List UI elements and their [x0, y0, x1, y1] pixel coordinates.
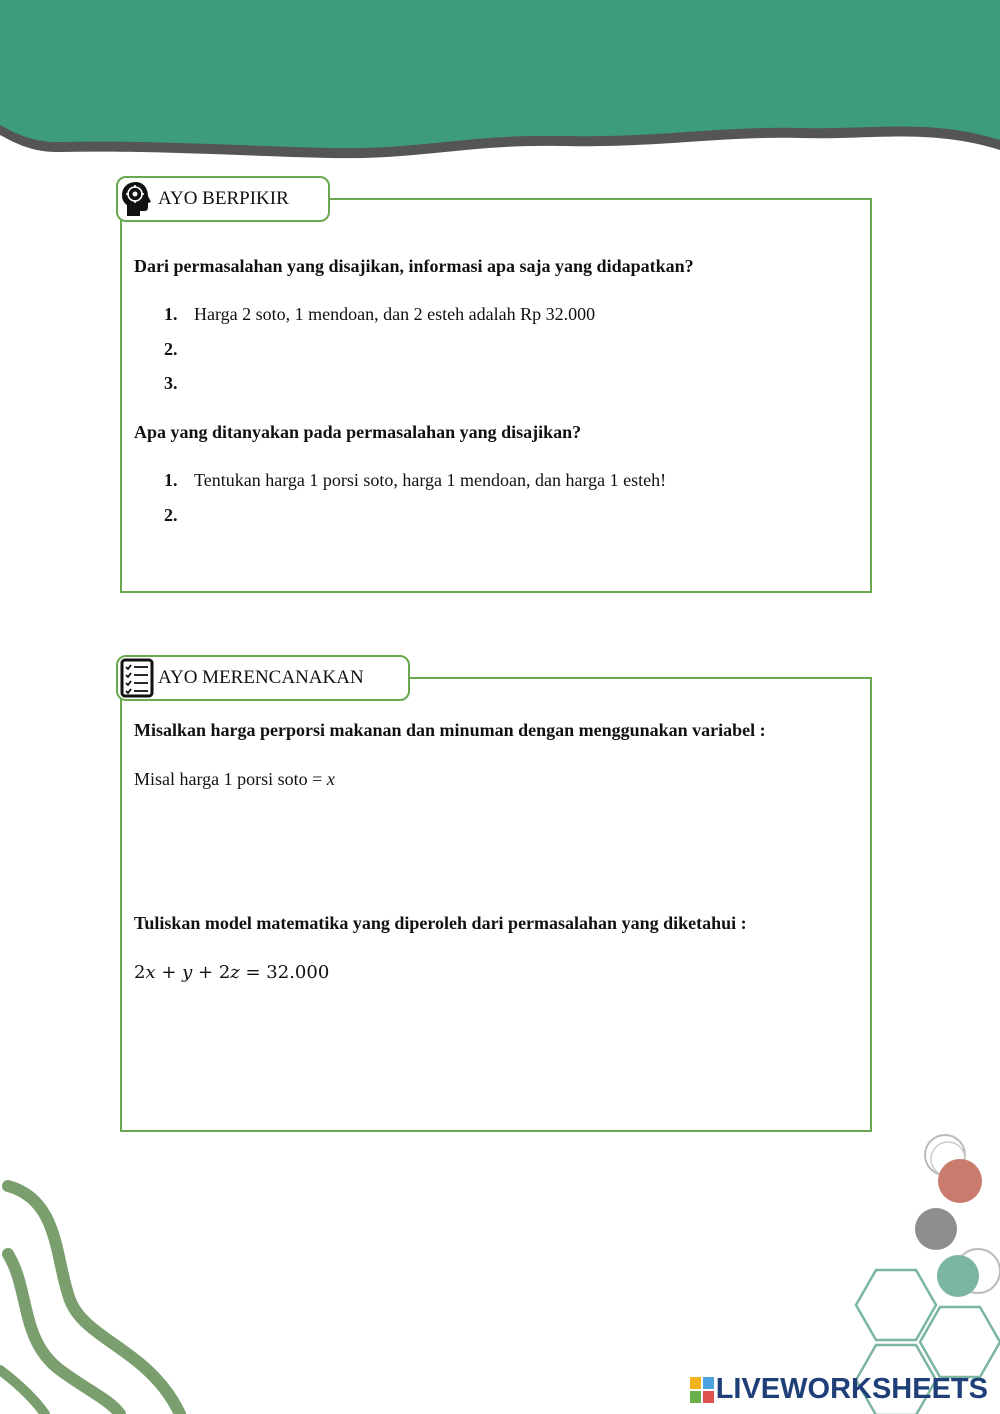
decor-shapes-right — [840, 1125, 1000, 1414]
variable-example — [134, 769, 335, 790]
merencanakan-section-box — [120, 677, 872, 1132]
info-item-3 — [164, 373, 194, 394]
merencanakan-title: AYO MERENCANAKAN — [158, 667, 364, 688]
variable-example-var: x — [326, 769, 335, 789]
model-equation: 2𝑥 + 𝑦 + 2𝑧 = 32.000 — [134, 962, 330, 983]
info-item-number: 3. — [164, 373, 178, 393]
variable-instruction: Misalkan harga perporsi makanan dan minuman dengan menggunakan variabel : — [134, 720, 766, 740]
info-item-2 — [164, 339, 194, 360]
asked-item-1 — [164, 470, 666, 491]
info-item-1 — [164, 304, 595, 325]
info-item-text: Harga 2 soto, 1 mendoan, dan 2 esteh adalah Rp 32.000 — [194, 304, 596, 324]
variable-example-prefix: Misal harga 1 porsi soto = — [134, 769, 327, 789]
merencanakan-section-tab — [116, 655, 410, 701]
decor-curves-left — [0, 1170, 220, 1414]
liveworksheets-brand — [690, 1373, 988, 1406]
banner-fill — [0, 0, 1000, 148]
brain-head-icon — [120, 179, 154, 219]
top-wave-banner — [0, 0, 1000, 170]
asked-item-number: 2. — [164, 505, 178, 525]
asked-item-2 — [164, 505, 194, 526]
info-item-number: 2. — [164, 339, 178, 359]
model-instruction: Tuliskan model matematika yang diperoleh dari permasalahan yang diketahui : — [134, 913, 747, 933]
info-question: Dari permasalahan yang disajikan, informasi apa saja yang didapatkan? — [134, 256, 694, 276]
asked-item-number: 1. — [164, 470, 178, 490]
asked-question: Apa yang ditanyakan pada permasalahan yang disajikan? — [134, 422, 582, 442]
checklist-icon — [120, 658, 154, 698]
berpikir-section-tab — [116, 176, 330, 222]
berpikir-title: AYO BERPIKIR — [158, 188, 289, 209]
info-item-number: 1. — [164, 304, 178, 324]
liveworksheets-logo-icon — [690, 1377, 714, 1403]
asked-item-text: Tentukan harga 1 porsi soto, harga 1 mendoan, dan harga 1 esteh! — [194, 470, 667, 490]
liveworksheets-text: LIVEWORKSHEETS — [715, 1373, 988, 1405]
